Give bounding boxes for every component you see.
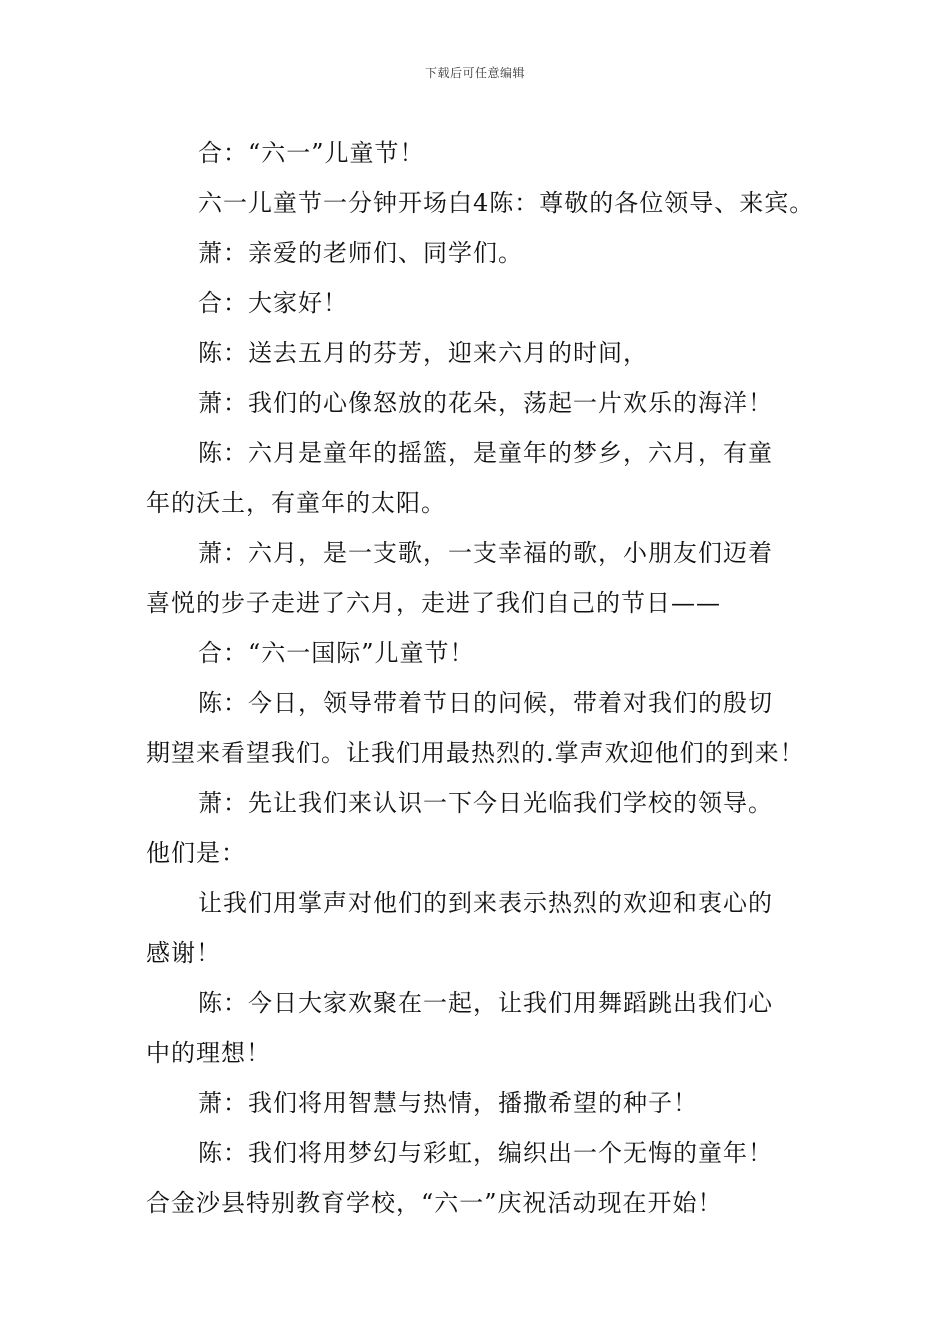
text-line: 喜悦的步子走进了六月，走进了我们自己的节日—— <box>146 589 721 617</box>
text-line: 年的沃土，有童年的太阳。 <box>146 489 446 517</box>
text-line: 合：大家好！ <box>198 289 348 317</box>
text-line: 他们是： <box>146 839 246 867</box>
text-line: 合：“六一”儿童节！ <box>198 139 425 167</box>
text-line: 陈：今日大家欢聚在一起，让我们用舞蹈跳出我们心 <box>198 989 773 1017</box>
text-line: 陈：今日，领导带着节日的问候，带着对我们的殷切 <box>198 689 773 717</box>
text-line: 陈：送去五月的芬芳，迎来六月的时间， <box>198 339 648 367</box>
document-body <box>146 128 826 1228</box>
text-line: 萧：我们的心像怒放的花朵，荡起一片欢乐的海洋！ <box>198 389 773 417</box>
text-line: 中的理想！ <box>146 1039 271 1067</box>
text-line: 陈：我们将用梦幻与彩虹，编织出一个无悔的童年！ <box>198 1139 773 1167</box>
text-line: 萧：先让我们来认识一下今日光临我们学校的领导。 <box>198 789 773 817</box>
text-line: 萧：六月，是一支歌，一支幸福的歌，小朋友们迈着 <box>198 539 773 567</box>
text-line: 让我们用掌声对他们的到来表示热烈的欢迎和衷心的 <box>198 889 773 917</box>
text-line: 萧：亲爱的老师们、同学们。 <box>198 239 523 267</box>
text-line: 合：“六一国际”儿童节！ <box>198 639 475 667</box>
text-line: 感谢！ <box>146 939 221 967</box>
text-line: 期望来看望我们。让我们用最热烈的.掌声欢迎他们的到来！ <box>146 739 805 767</box>
text-line: 陈：六月是童年的摇篮，是童年的梦乡，六月，有童 <box>198 439 773 467</box>
page-header: 下载后可任意编辑 <box>424 66 525 80</box>
text-line: 合金沙县特别教育学校，“六一”庆祝活动现在开始！ <box>146 1189 723 1217</box>
text-line: 六一儿童节一分钟开场白4陈：尊敬的各位领导、来宾。 <box>198 189 815 217</box>
text-line: 萧：我们将用智慧与热情，播撒希望的种子！ <box>198 1089 698 1117</box>
